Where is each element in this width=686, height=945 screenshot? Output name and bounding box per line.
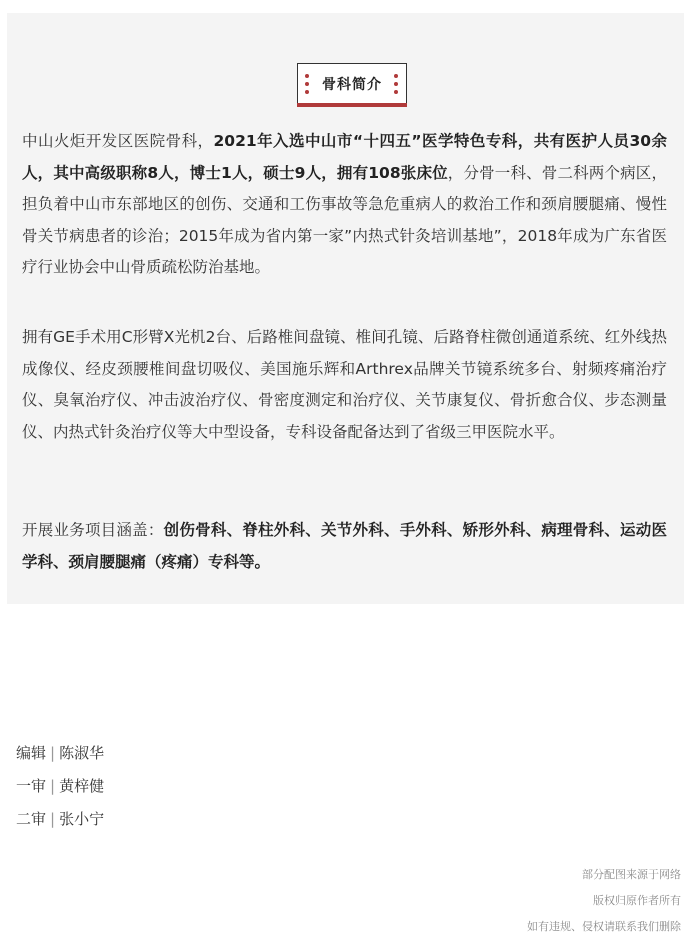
p1-bold-1: 2021年入选中山市“十四五”医学特色专科，共有医护人员30余人，其中高级职称8人，博士1人，硕士9人，拥有108张床位 [22,132,667,182]
title-underline-bar [297,103,407,107]
paragraph-overview [22,126,667,284]
credit-separator: | [50,744,56,762]
section-title-badge [297,63,407,107]
footer-line-2: 版权归原作者所有 [593,894,681,907]
credit-first-review [16,771,104,804]
p1-text-2: ，分骨一科、骨二科两个病区，担负着中山市东部地区的创伤、交通和工伤事故等急危重病人的救治工作和颈肩腰腿痛、慢性骨关节病患者的诊治；2015年成为省内第一家”内热式针灸培训基地”，2018年成为广东省医疗行业协会中山骨质疏松防治基地。 [22,163,667,276]
credit-name: 张小宁 [59,810,105,828]
p3-text-1: 开展业务项目涵盖： [22,521,164,539]
credit-second-review [16,804,104,837]
decor-dots-left [305,74,310,94]
title-box [297,63,407,105]
credit-role: 编辑 [16,744,47,762]
credit-role: 二审 [16,810,47,828]
paragraph-equipment: 拥有GE手术用C形臂X光机2台、后路椎间盘镜、椎间孔镜、后路脊柱微创通道系统、红外线热成像仪、经皮颈腰椎间盘切吸仪、美国施乐辉和Arthrex品牌关节镜系统多台、射频疼痛治疗仪、臭氧治疗仪、冲击波治疗仪、骨密度测定和治疗仪、关节康复仪、骨折愈合仪、步态测量仪、内热式针灸治疗仪等大中型设备，专科设备配备达到了省级三甲医院水平。 [22,328,667,441]
section-title: 骨科简介 [322,77,382,93]
credit-separator: | [50,810,56,828]
credit-name: 黄梓健 [59,777,105,795]
footer-line-3: 如有违规、侵权请联系我们删除 [527,920,681,933]
copyright-footer [527,862,681,940]
p3-bold-1: 创伤骨科、脊柱外科、关节外科、手外科、矫形外科、病理骨科、运动医学科、颈肩腰腿痛（疼痛）专科等。 [22,521,667,571]
paragraph-services [22,515,667,578]
credit-separator: | [50,777,56,795]
credit-role: 一审 [16,777,47,795]
credit-editor [16,738,104,771]
decor-dots-right [394,74,399,94]
credits [16,738,104,837]
p1-text-1: 中山火炬开发区医院骨科， [22,132,214,150]
credit-name: 陈淑华 [59,744,105,762]
footer-line-1: 部分配图来源于网络 [582,868,681,881]
